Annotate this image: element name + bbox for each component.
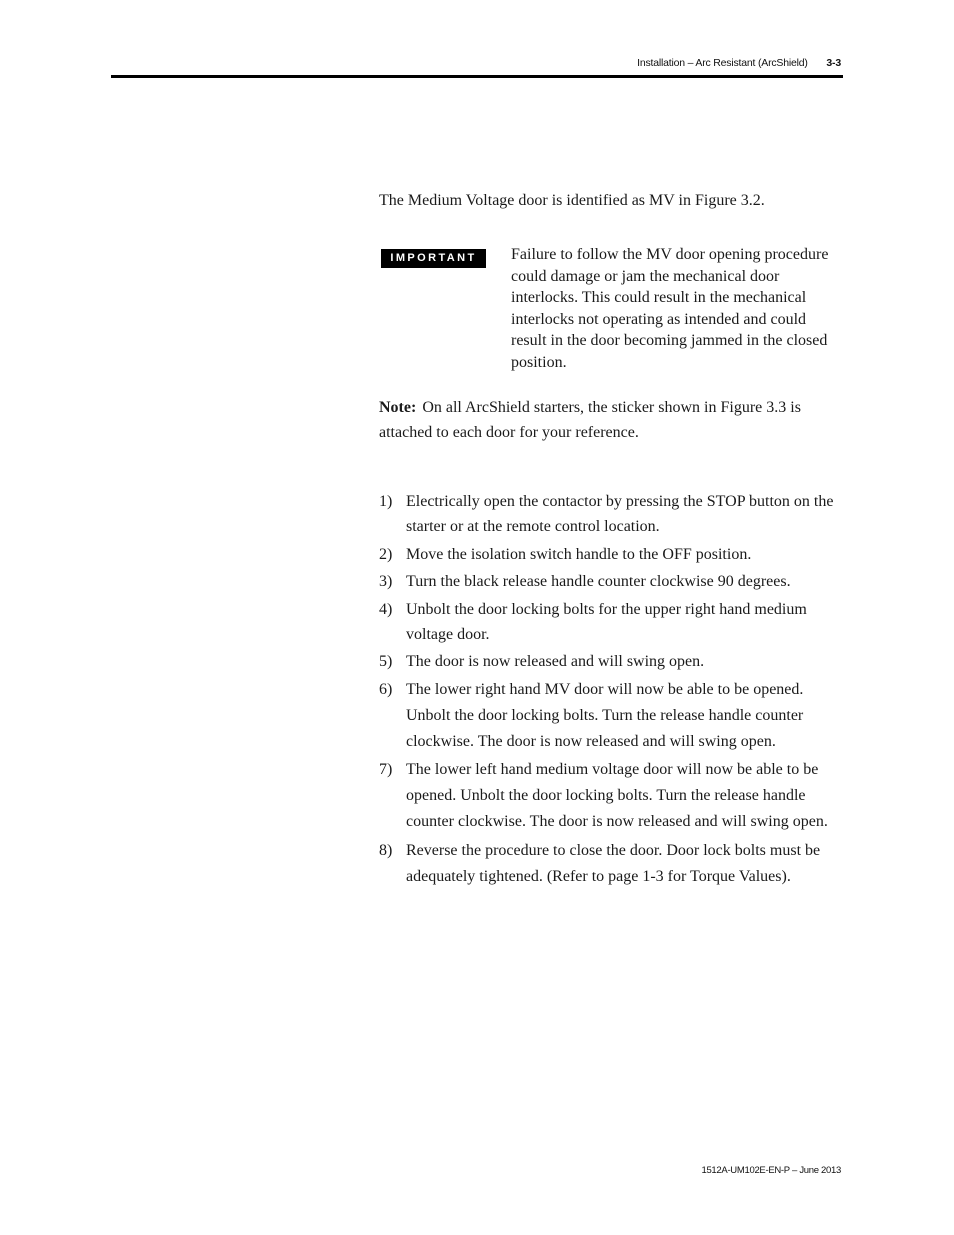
step-number: 4) [379,600,393,618]
step-item [379,489,841,539]
step-item [379,677,841,755]
step-item [379,597,841,647]
step-text: Reverse the procedure to close the door. Door lock bolts must be adequately tightened. (Refer to page 1-3 for Torque Values). [406,841,821,885]
step-number: 2) [379,545,393,563]
step-item [379,649,841,674]
header-title: Installation – Arc Resistant (ArcShield) [637,57,808,69]
intro-paragraph: The Medium Voltage door is identified as MV in Figure 3.2. [379,192,765,209]
step-number: 5) [379,653,393,670]
step-text: Turn the black release handle counter clockwise 90 degrees. [406,573,791,590]
running-header [637,57,841,69]
step-text: The lower right hand MV door will now be able to be opened. Unbolt the door locking bolts. Turn the release handle counter clockwise. The door is now released and will swing open. [406,680,804,750]
step-text: Electrically open the contactor by pressing the STOP button on the starter or at the remote control location. [406,493,834,535]
header-rule [111,75,843,78]
step-text: Unbolt the door locking bolts for the upper right hand medium voltage door. [406,600,807,643]
step-number: 3) [379,573,393,590]
step-text: The lower left hand medium voltage door will now be able to be opened. Unbolt the door locking bolts. Turn the release handle counter clockwise. The door is now released and will swing open. [406,761,828,830]
step-item [379,569,841,594]
step-item [379,542,841,567]
footer-doc-id: 1512A-UM102E-EN-P – June 2013 [701,1165,841,1176]
page-number: 3-3 [826,57,841,69]
step-text: The door is now released and will swing open. [406,653,705,670]
step-item [379,757,841,835]
step-number: 7) [379,761,393,778]
step-item [379,838,841,890]
step-number: 6) [379,680,393,698]
important-badge: IMPORTANT [381,249,486,268]
step-text: Move the isolation switch handle to the OFF position. [406,545,752,563]
note-paragraph [379,395,829,445]
procedure-steps [379,489,841,892]
note-label: Note: [379,399,417,416]
note-text: On all ArcShield starters, the sticker shown in Figure 3.3 is attached to each door for your reference. [379,399,801,441]
step-number: 8) [379,841,393,859]
step-number: 1) [379,493,393,510]
important-text: Failure to follow the MV door opening procedure could damage or jam the mechanical door interlocks. This could result in the mechanical interlocks not operating as intended and could result in the door becoming jammed in the closed position. [511,246,829,371]
